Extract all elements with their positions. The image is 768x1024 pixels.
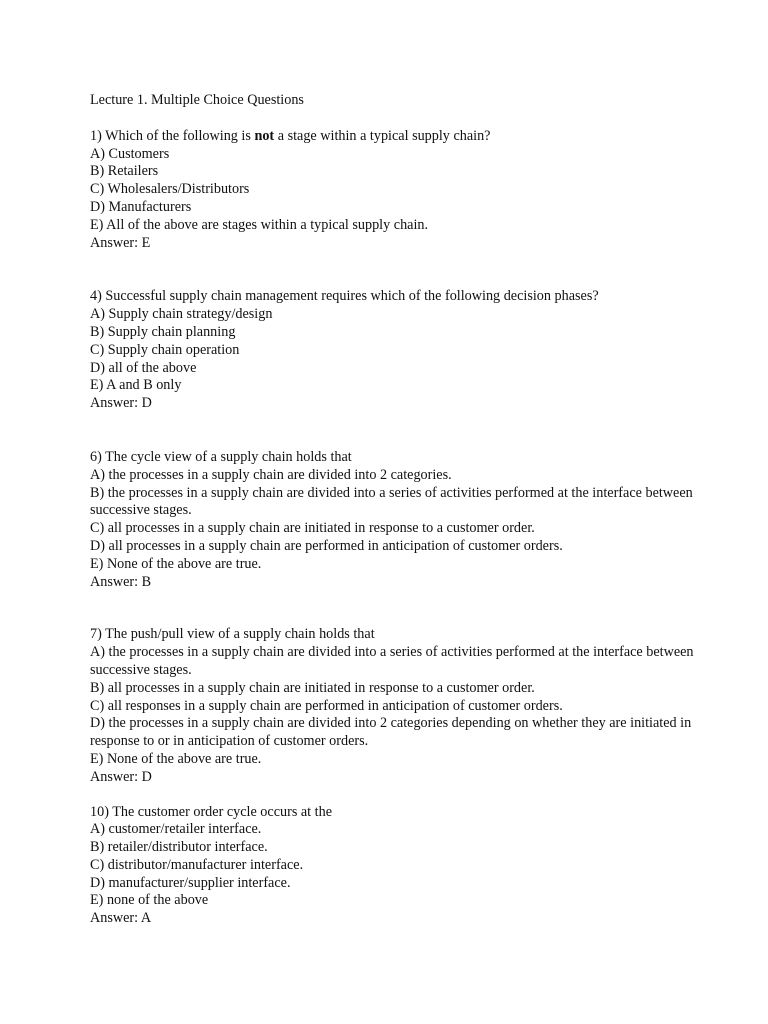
- question-4-option-e: E) A and B only: [90, 377, 182, 394]
- question-1-answer: Answer: E: [90, 234, 151, 251]
- question-7-option-e: E) None of the above are true.: [90, 750, 262, 767]
- document-page: [90, 92, 720, 928]
- question-10: [90, 804, 720, 929]
- question-1-option-b: B) Retailers: [90, 163, 159, 180]
- question-1-stem-end: a stage within a typical supply chain?: [274, 127, 491, 144]
- question-10-answer: Answer: A: [90, 910, 152, 927]
- question-4-option-d: D) all of the above: [90, 359, 197, 376]
- question-10-option-b: B) retailer/distributor interface.: [90, 839, 268, 856]
- question-6: [90, 449, 720, 591]
- question-7-option-a: A) the processes in a supply chain are divided into a series of activities performed at the interface between successive stages.: [90, 644, 694, 678]
- question-4-answer: Answer: D: [90, 395, 152, 412]
- question-6-option-d: D) all processes in a supply chain are performed in anticipation of customer orders.: [90, 537, 563, 554]
- question-10-option-d: D) manufacturer/supplier interface.: [90, 874, 291, 891]
- question-7-option-b: B) all processes in a supply chain are initiated in response to a customer order.: [90, 679, 535, 696]
- question-4-option-c: C) Supply chain operation: [90, 341, 240, 358]
- document-title: Lecture 1. Multiple Choice Questions: [90, 92, 304, 108]
- question-7-option-d: D) the processes in a supply chain are divided into 2 categories depending on whether they are initiated in response to or in anticipation of customer orders.: [90, 715, 692, 750]
- question-10-option-c: C) distributor/manufacturer interface.: [90, 856, 304, 873]
- question-4-option-a: A) Supply chain strategy/design: [90, 306, 273, 323]
- question-1-option-a: A) Customers: [90, 145, 170, 162]
- question-1-option-d: D) Manufacturers: [90, 198, 192, 215]
- question-4: [90, 288, 720, 413]
- question-6-option-e: E) None of the above are true.: [90, 555, 262, 572]
- question-1-stem: [90, 128, 720, 146]
- question-1-option-c: C) Wholesalers/Distributors: [90, 181, 250, 198]
- question-7-answer: Answer: D: [90, 768, 152, 785]
- question-1-stem-start: 1) Which of the following is: [90, 127, 255, 144]
- question-6-option-a: A) the processes in a supply chain are divided into 2 categories.: [90, 466, 452, 483]
- question-10-option-e: E) none of the above: [90, 892, 209, 909]
- question-4-option-b: B) Supply chain planning: [90, 323, 236, 340]
- question-6-option-c: C) all processes in a supply chain are initiated in response to a customer order.: [90, 520, 535, 537]
- question-7: [90, 626, 720, 786]
- question-1-option-e: E) All of the above are stages within a typical supply chain.: [90, 216, 429, 233]
- question-6-option-b: B) the processes in a supply chain are divided into a series of activities performed at the interface between successive stages.: [90, 484, 693, 519]
- question-1-stem-emphasis: not: [254, 127, 275, 144]
- question-10-stem: 10) The customer order cycle occurs at the: [90, 803, 333, 820]
- question-7-stem: 7) The push/pull view of a supply chain holds that: [90, 626, 375, 643]
- question-6-answer: Answer: B: [90, 573, 152, 590]
- question-6-stem: 6) The cycle view of a supply chain holds that: [90, 448, 352, 465]
- question-4-stem: 4) Successful supply chain management requires which of the following decision phases?: [90, 288, 599, 305]
- question-10-option-a: A) customer/retailer interface.: [90, 821, 262, 838]
- question-7-option-c: C) all responses in a supply chain are performed in anticipation of customer orders.: [90, 697, 563, 714]
- question-1: [90, 128, 720, 253]
